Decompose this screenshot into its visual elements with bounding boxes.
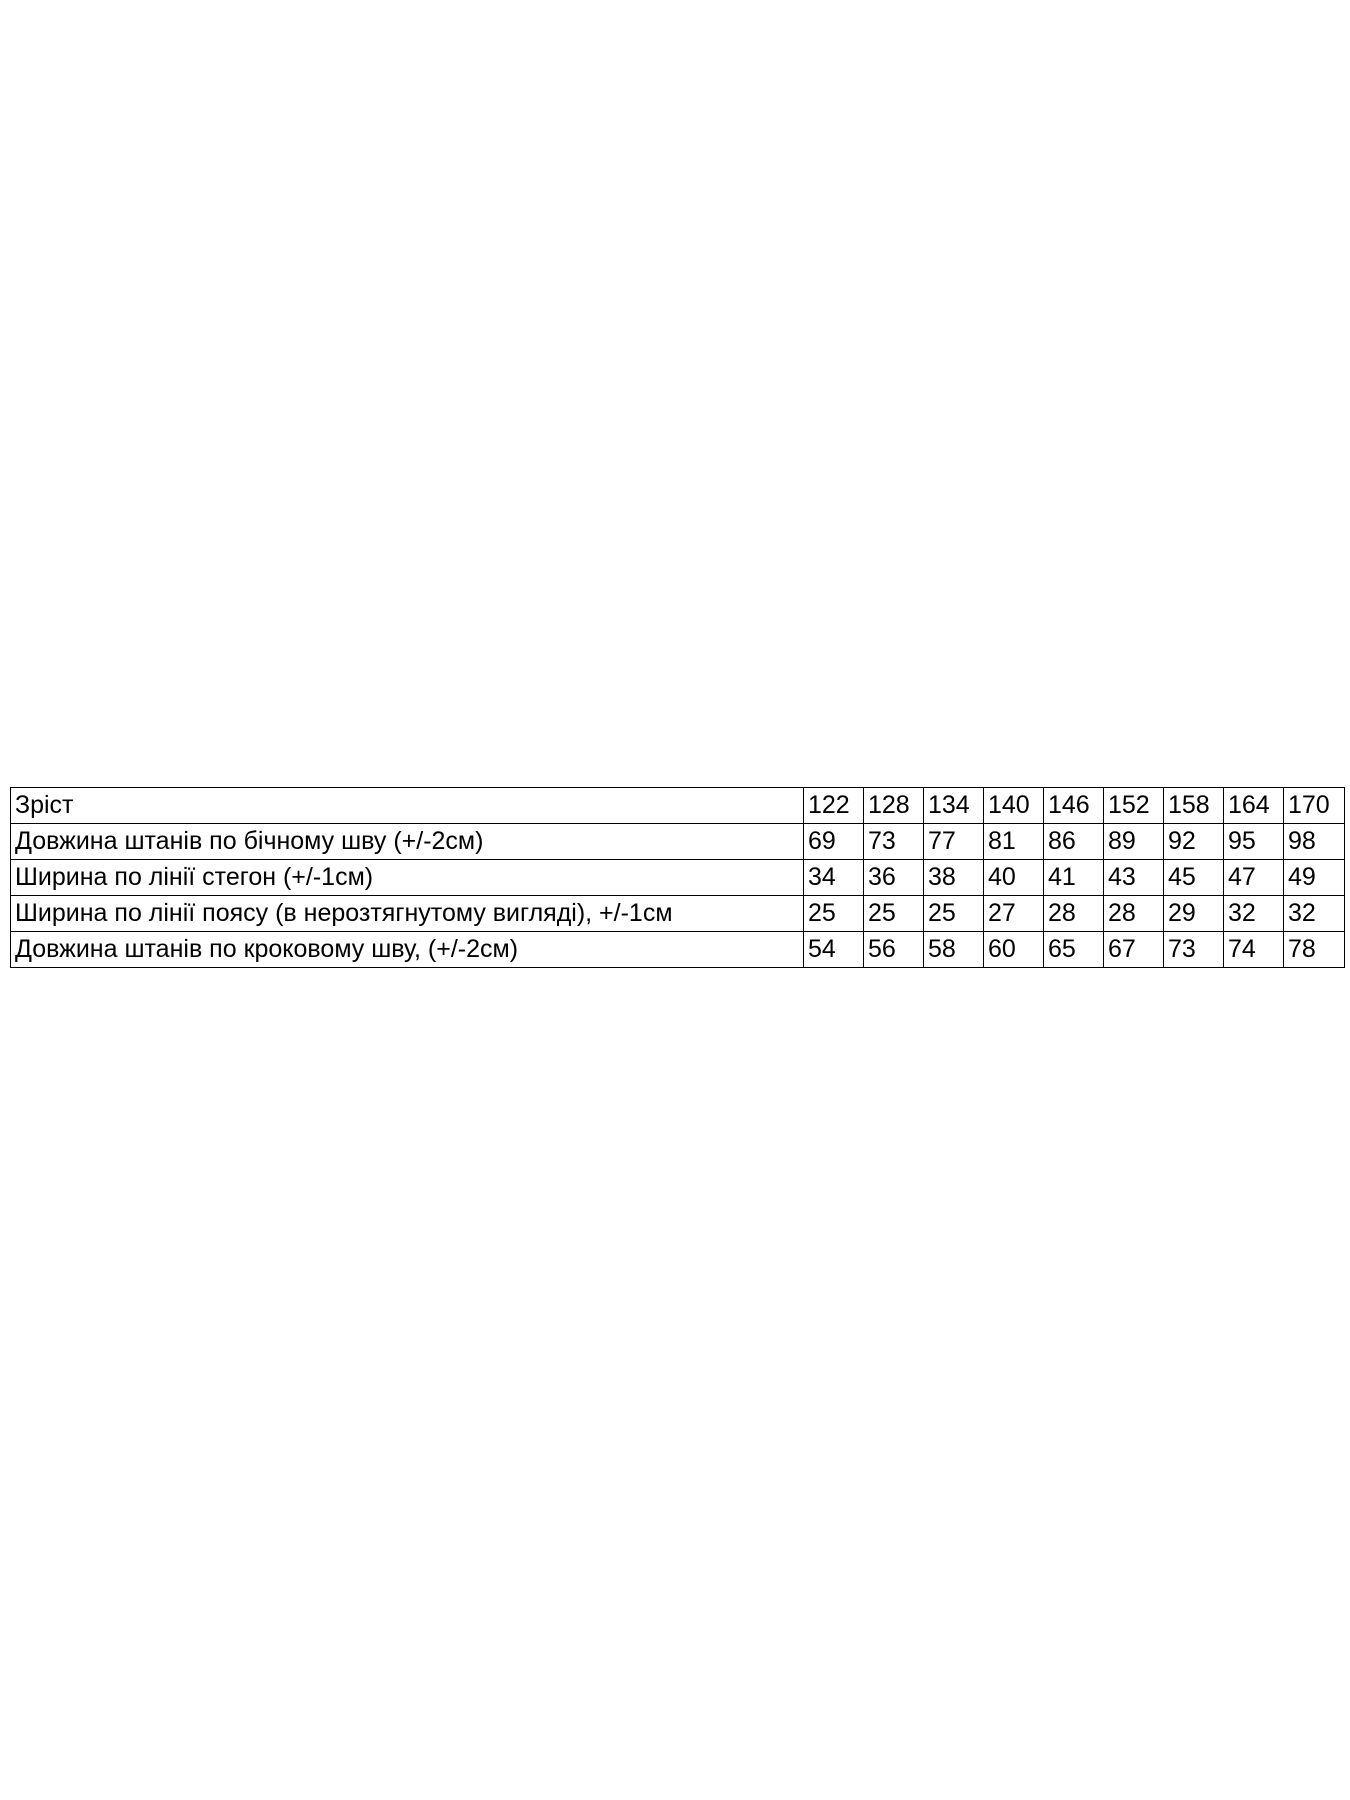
table-cell: 128 [864,788,924,824]
table-cell: 43 [1104,860,1164,896]
table-cell: 81 [984,824,1044,860]
table-cell: 86 [1044,824,1104,860]
table-cell: 47 [1224,860,1284,896]
row-label: Довжина штанів по бічному шву (+/-2см) [11,824,804,860]
table-cell: 122 [804,788,864,824]
table-cell: 25 [864,896,924,932]
table-cell: 58 [924,932,984,967]
table-cell: 77 [924,824,984,860]
row-label: Зріст [11,788,804,824]
table-cell: 65 [1044,932,1104,967]
table-cell: 140 [984,788,1044,824]
table-cell: 40 [984,860,1044,896]
table-row [11,896,1344,932]
table-cell: 152 [1104,788,1164,824]
table-cell: 28 [1044,896,1104,932]
table-cell: 38 [924,860,984,896]
table-cell: 73 [864,824,924,860]
table-cell: 73 [1164,932,1224,967]
table-cell: 56 [864,932,924,967]
table-cell: 158 [1164,788,1224,824]
table-cell: 146 [1044,788,1104,824]
table-cell: 60 [984,932,1044,967]
table-cell: 34 [804,860,864,896]
table-cell: 164 [1224,788,1284,824]
table-cell: 29 [1164,896,1224,932]
table-cell: 32 [1284,896,1344,932]
row-label: Довжина штанів по кроковому шву, (+/-2см) [11,932,804,967]
table-cell: 49 [1284,860,1344,896]
table-cell: 92 [1164,824,1224,860]
size-chart-container [10,787,1341,968]
row-label: Ширина по лінії стегон (+/-1см) [11,860,804,896]
table-cell: 32 [1224,896,1284,932]
table-cell: 27 [984,896,1044,932]
table-row [11,932,1344,967]
table-row [11,860,1344,896]
table-row [11,824,1344,860]
table-cell: 170 [1284,788,1344,824]
table-cell: 74 [1224,932,1284,967]
row-label: Ширина по лінії поясу (в нерозтягнутому вигляді), +/-1см [11,896,804,932]
table-cell: 36 [864,860,924,896]
table-cell: 54 [804,932,864,967]
table-cell: 45 [1164,860,1224,896]
table-cell: 25 [804,896,864,932]
table-cell: 28 [1104,896,1164,932]
table-cell: 89 [1104,824,1164,860]
table-cell: 134 [924,788,984,824]
table-cell: 67 [1104,932,1164,967]
table-cell: 41 [1044,860,1104,896]
table-cell: 95 [1224,824,1284,860]
table-cell: 69 [804,824,864,860]
table-cell: 98 [1284,824,1344,860]
table-cell: 25 [924,896,984,932]
table-cell: 78 [1288,935,1316,963]
table-row [11,788,1344,824]
size-chart-table [10,787,1345,968]
